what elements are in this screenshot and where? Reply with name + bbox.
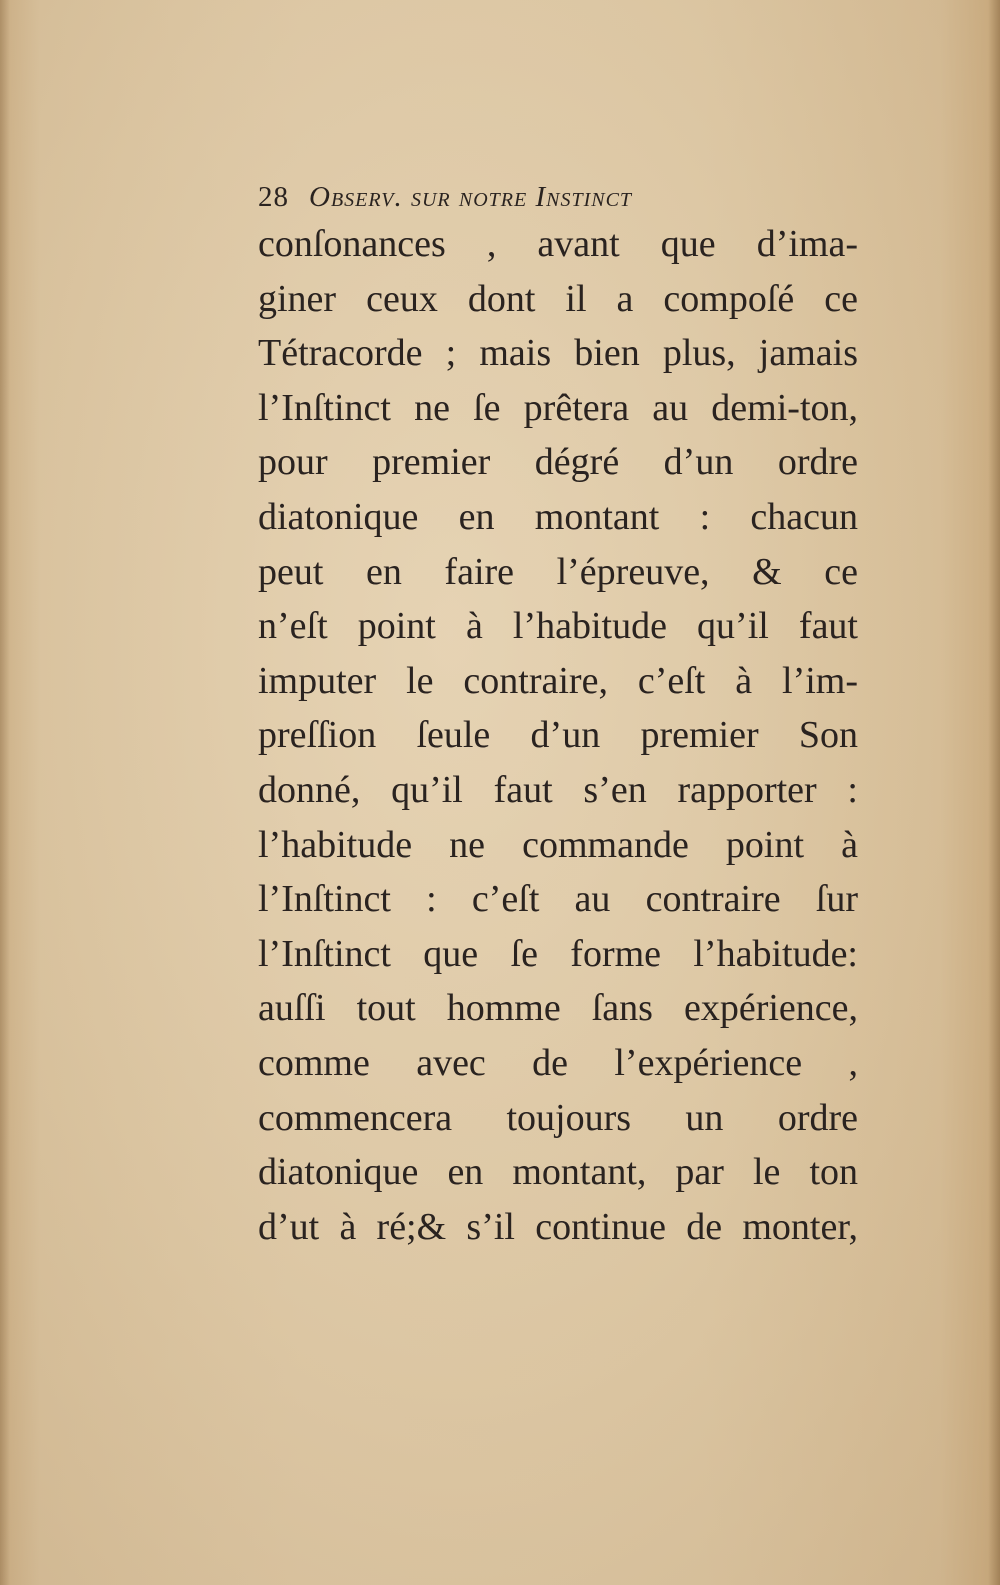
text-line: conſonances , avant que d’ima-	[258, 223, 858, 265]
running-head-title: Observ. sur notre Instinct	[309, 181, 633, 213]
page-number: 28	[258, 181, 289, 213]
page-left-edge-shadow	[0, 0, 10, 1585]
text-line: commencera toujours un ordre	[258, 1096, 858, 1139]
text-line: d’ut à ré;& s’il continue de monter,	[258, 1205, 858, 1248]
text-line: imputer le contraire, c’eſt à l’im-	[258, 659, 858, 702]
body-text	[258, 217, 858, 1254]
text-line: preſſion ſeule d’un premier Son	[258, 714, 858, 757]
text-line: l’Inſtinct que ſe forme l’habitude:	[258, 932, 858, 975]
running-head	[258, 172, 858, 222]
text-line: Tétracorde ; mais bien plus, jamais	[258, 332, 858, 375]
text-line: diatonique en montant, par le ton	[258, 1151, 858, 1194]
text-line: auſſi tout homme ſans expérience,	[258, 987, 858, 1030]
text-line: diatonique en montant : chacun	[258, 495, 858, 538]
text-line: n’eſt point à l’habitude qu’il faut	[258, 605, 858, 648]
text-line: comme avec de l’expérience ,	[258, 1041, 858, 1084]
page-right-edge-shadow	[988, 0, 1000, 1585]
text-line: donné, qu’il faut s’en rapporter :	[258, 768, 858, 811]
text-line: l’Inſtinct ne ſe prêtera au demi-ton,	[258, 386, 858, 429]
text-line: l’Inſtinct : c’eſt au contraire ſur	[258, 878, 858, 921]
text-line: l’habitude ne commande point à	[258, 823, 858, 866]
text-line: pour premier dégré d’un ordre	[258, 441, 858, 484]
text-line: peut en faire l’épreuve, & ce	[258, 550, 858, 593]
text-line: giner ceux dont il a compoſé ce	[258, 277, 858, 320]
